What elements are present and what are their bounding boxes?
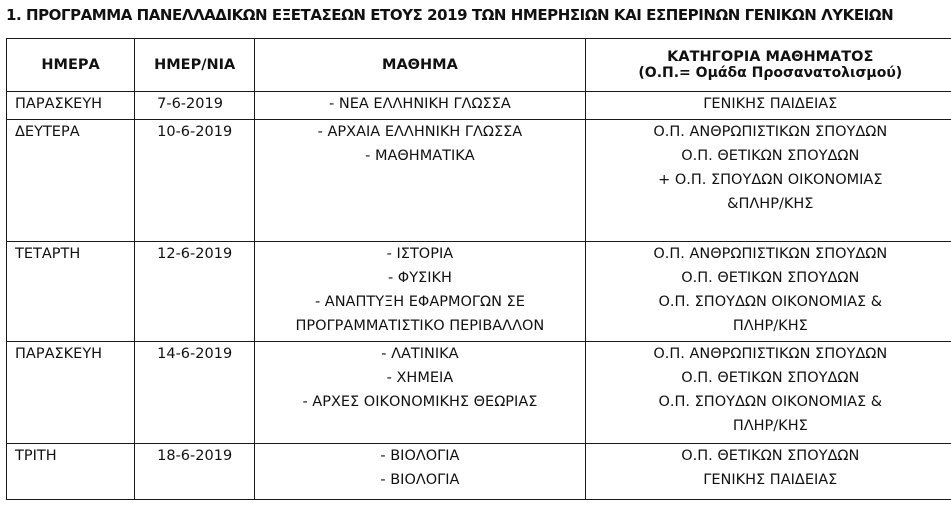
day-cell: ΠΑΡΑΣΚΕΥΗ [7, 92, 135, 120]
category-cell: Ο.Π. ΘΕΤΙΚΩΝ ΣΠΟΥΔΩΝ ΓΕΝΙΚΗΣ ΠΑΙΔΕΙΑΣ [585, 444, 951, 500]
subject-cell: - ΛΑΤΙΝΙΚΑ - ΧΗΜΕΙΑ - ΑΡΧΕΣ ΟΙΚΟΝΟΜΙΚΗΣ ΘΕΩΡΙΑΣ [255, 342, 585, 444]
subject-cell: - ΙΣΤΟΡΙΑ - ΦΥΣΙΚΗ - ΑΝΑΠΤΥΞΗ ΕΦΑΡΜΟΓΩΝ ΣΕ ΠΡΟΓΡΑΜΜΑΤΙΣΤΙΚΟ ΠΕΡΙΒΑΛΛΟΝ [255, 242, 585, 342]
date-cell: 12-6-2019 [135, 242, 255, 342]
table-row [7, 342, 951, 444]
header-category [585, 39, 951, 92]
date-cell: 7-6-2019 [135, 92, 255, 120]
subject-cell: - ΝΕΑ ΕΛΛΗΝΙΚΗ ΓΛΩΣΣΑ [255, 92, 585, 120]
table-row [7, 242, 951, 342]
date-cell: 10-6-2019 [135, 120, 255, 242]
category-cell: Ο.Π. ΑΝΘΡΩΠΙΣΤΙΚΩΝ ΣΠΟΥΔΩΝ Ο.Π. ΘΕΤΙΚΩΝ ΣΠΟΥΔΩΝ Ο.Π. ΣΠΟΥΔΩΝ ΟΙΚΟΝΟΜΙΑΣ & ΠΛΗΡ/ΚΗΣ [585, 342, 951, 444]
table-header-row [7, 39, 951, 92]
table-row [7, 92, 951, 120]
exam-schedule-table [6, 38, 951, 500]
day-cell: ΔΕΥΤΕΡΑ [7, 120, 135, 242]
header-category-note: (Ο.Π.= Ομάδα Προσανατολισμού) [638, 65, 903, 81]
subject-cell: - ΒΙΟΛΟΓΙΑ - ΒΙΟΛΟΓΙΑ [255, 444, 585, 500]
date-cell: 14-6-2019 [135, 342, 255, 444]
day-cell: ΤΡΙΤΗ [7, 444, 135, 500]
header-subject: ΜΑΘΗΜΑ [255, 39, 585, 92]
table-row [7, 120, 951, 242]
subject-cell: - ΑΡΧΑΙΑ ΕΛΛΗΝΙΚΗ ΓΛΩΣΣΑ - ΜΑΘΗΜΑΤΙΚΑ [255, 120, 585, 242]
header-day: ΗΜΕΡΑ [7, 39, 135, 92]
category-cell: Ο.Π. ΑΝΘΡΩΠΙΣΤΙΚΩΝ ΣΠΟΥΔΩΝ Ο.Π. ΘΕΤΙΚΩΝ ΣΠΟΥΔΩΝ + Ο.Π. ΣΠΟΥΔΩΝ ΟΙΚΟΝΟΜΙΑΣ &ΠΛΗΡ/ΚΗΣ [585, 120, 951, 242]
day-cell: ΤΕΤΑΡΤΗ [7, 242, 135, 342]
header-date: ΗΜΕΡ/ΝΙΑ [135, 39, 255, 92]
document-title: 1. ΠΡΟΓΡΑΜΜΑ ΠΑΝΕΛΛΑΔΙΚΩΝ ΕΞΕΤΑΣΕΩΝ ΕΤΟΥΣ 2019 ΤΩΝ ΗΜΕΡΗΣΙΩΝ ΚΑΙ ΕΣΠΕΡΙΝΩΝ ΓΕΝΙΚΩΝ ΛΥΚΕΙΩΝ [6, 6, 894, 24]
header-category-label: ΚΑΤΗΓΟΡΙΑ ΜΑΘΗΜΑΤΟΣ [667, 49, 874, 65]
category-cell: ΓΕΝΙΚΗΣ ΠΑΙΔΕΙΑΣ [585, 92, 951, 120]
day-cell: ΠΑΡΑΣΚΕΥΗ [7, 342, 135, 444]
category-cell: Ο.Π. ΑΝΘΡΩΠΙΣΤΙΚΩΝ ΣΠΟΥΔΩΝ Ο.Π. ΘΕΤΙΚΩΝ ΣΠΟΥΔΩΝ Ο.Π. ΣΠΟΥΔΩΝ ΟΙΚΟΝΟΜΙΑΣ & ΠΛΗΡ/ΚΗΣ [585, 242, 951, 342]
date-cell: 18-6-2019 [135, 444, 255, 500]
table-row [7, 444, 951, 500]
